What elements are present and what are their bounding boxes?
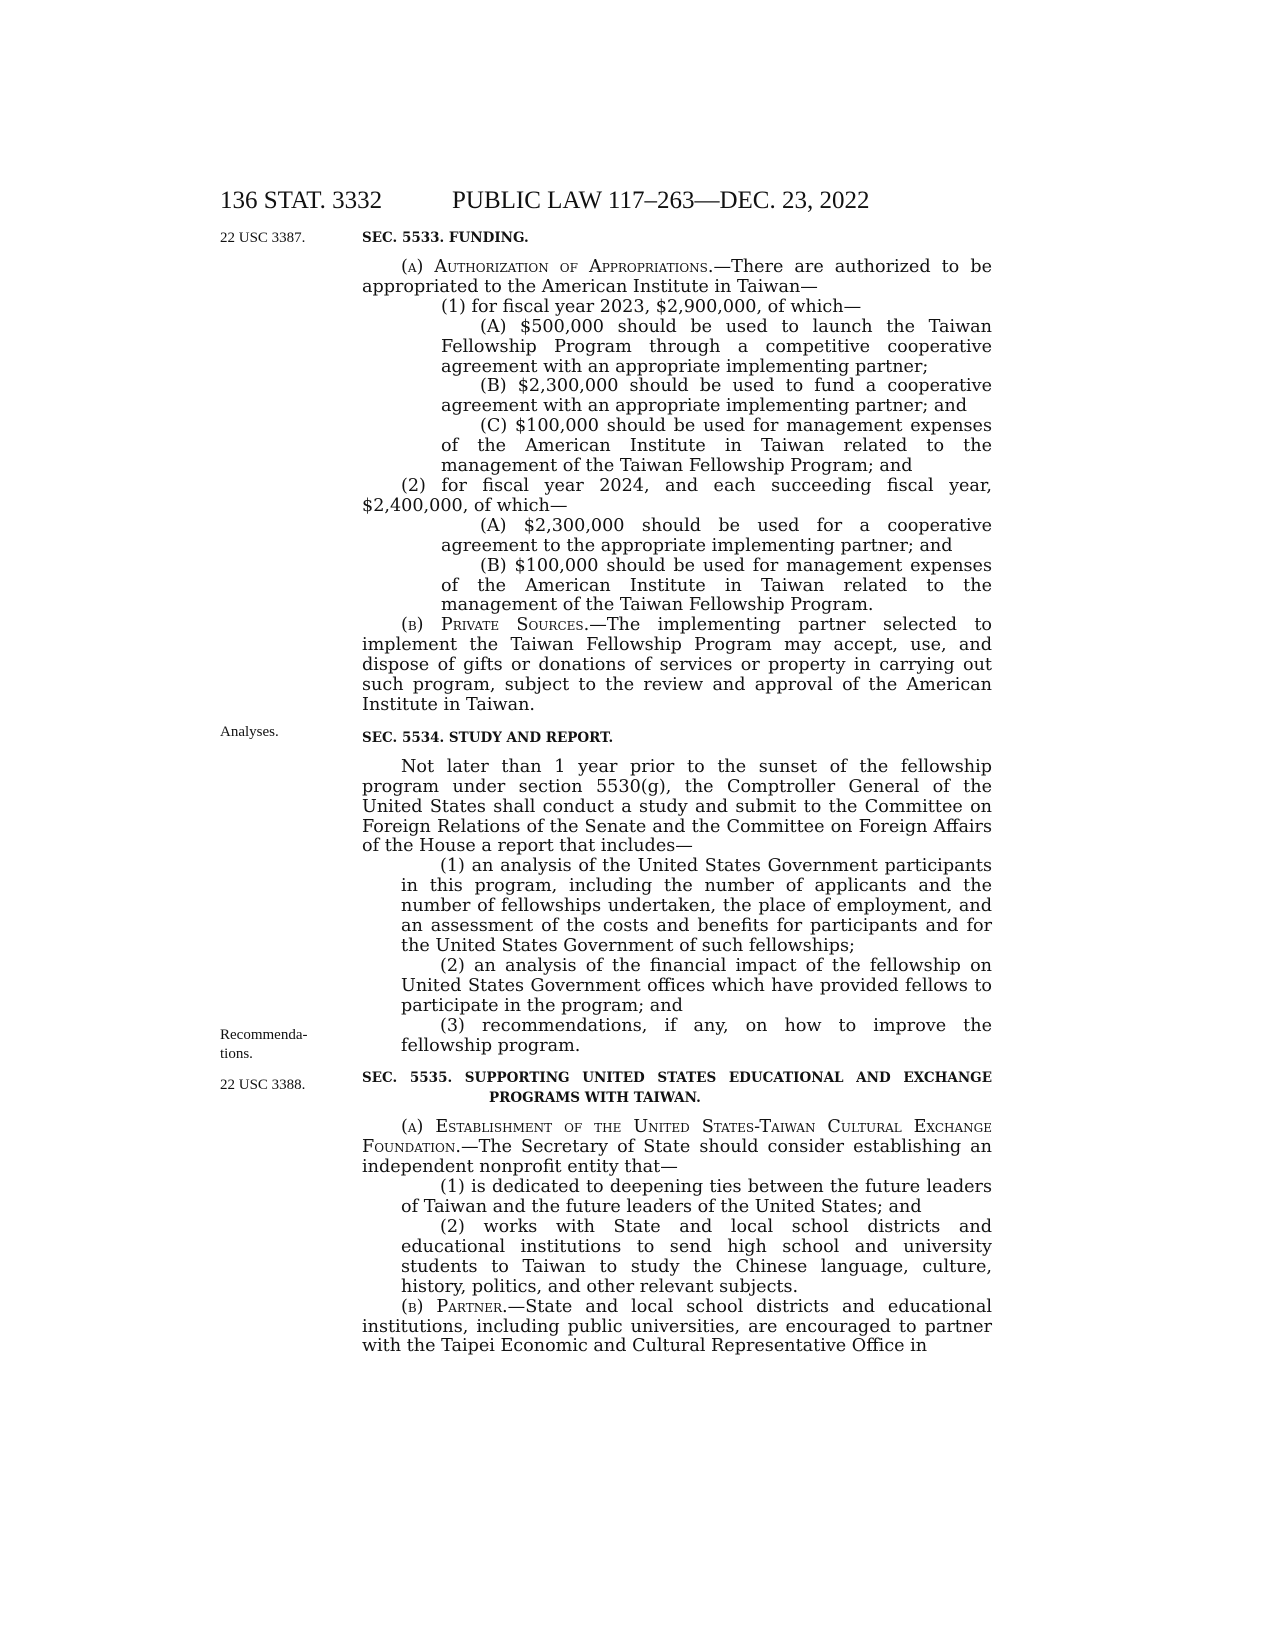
sec-5535-a-text: —The Secretary of State should consider establishing an independent nonprofit entity that— — [362, 1137, 992, 1178]
sec-5533-paragraph-1c: (C) $100,000 should be used for management expenses of the American Institute in Taiwan related to the management of the Taiwan Fellowship Program; and — [441, 416, 992, 477]
sec-5533-heading: SEC. 5533. FUNDING. — [362, 230, 529, 246]
sec-5533-paragraph-1a: (A) $500,000 should be used to launch the Taiwan Fellowship Program through a competitive cooperative agreement with an appropriate implementing partner; — [441, 316, 992, 377]
sec-5534-paragraph-1: (1) an analysis of the United States Government participants in this program, including the number of applicants and the number of fellowships undertaken, the place of employment, and an assessment of the costs and benefits for participants and for the United States Government of such fellowships; — [401, 856, 992, 956]
sec-5535-heading: SEC. 5535. SUPPORTING UNITED STATES EDUCATIONAL AND EXCHANGE PROGRAMS WITH TAIWAN. — [362, 1070, 992, 1107]
margin-note-recommendations — [220, 1026, 307, 1064]
sec-5535-b-text: —State and local school districts and educational institutions, including public universities, are encouraged to partner with the Taipei Economic and Cultural Representative Office in — [362, 1296, 993, 1357]
margin-note-recommendations-line1: Recommenda- — [220, 1027, 308, 1043]
sec-5533-paragraph-1: (1) for fiscal year 2023, $2,900,000, of which— — [441, 296, 862, 317]
sec-5534-paragraph-3: (3) recommendations, if any, on how to improve the fellowship program. — [401, 1015, 992, 1056]
sec-5533-a — [362, 258, 992, 298]
sec-5533-paragraph-2b: (B) $100,000 should be used for management expenses of the American Institute in Taiwan related to the management of the Taiwan Fellowship Program. — [441, 555, 992, 616]
margin-note-usc-3387: 22 USC 3387. — [220, 230, 306, 246]
sec-5535-b — [362, 1298, 992, 1358]
sec-5535-paragraph-1: (1) is dedicated to deepening ties between the future leaders of Taiwan and the future leaders of the United States; and — [401, 1177, 992, 1218]
sec-5533-paragraph-2a: (A) $2,300,000 should be used for a cooperative agreement to the appropriate implementing partner; and — [441, 515, 992, 556]
sec-5533-b-text: —The implementing partner selected to implement the Taiwan Fellowship Program may accept, use, and dispose of gifts or donations of services or property in carrying out such program, subject to the review and approval of the American Institute in Taiwan. — [362, 615, 992, 715]
statute-text — [362, 228, 992, 1357]
sec-5533-paragraph-1b: (B) $2,300,000 should be used to fund a cooperative agreement with an appropriate implementing partner; and — [441, 376, 992, 417]
sec-5535-a — [362, 1118, 992, 1178]
margin-note-analyses: Analyses. — [220, 724, 279, 740]
stat-page-number: 136 STAT. 3332 — [220, 187, 383, 214]
public-law-header: PUBLIC LAW 117–263—DEC. 23, 2022 — [452, 187, 870, 214]
sec-5534-intro: Not later than 1 year prior to the sunset of the fellowship program under section 5530(g), the Comptroller General of the United States shall conduct a study and submit to the Committee on Foreign Relations of the Senate and the Committee on Foreign Affairs of the House a report that includes— — [362, 756, 992, 857]
sec-5534-paragraph-2: (2) an analysis of the financial impact of the fellowship on United States Government offices which have provided fellows to participate in the program; and — [401, 955, 992, 1016]
sec-5534-heading: SEC. 5534. STUDY AND REPORT. — [362, 729, 614, 746]
sec-5535-a-label: (a) Establishment of the United States-Taiwan Cultural Exchange Foundation. — [362, 1117, 992, 1158]
sec-5533-paragraph-2: (2) for fiscal year 2024, and each succeeding fiscal year, $2,400,000, of which— — [362, 475, 992, 516]
sec-5533-b-label: (b) Private Sources. — [401, 615, 590, 636]
sec-5533-a-label: (a) Authorization of Appropriations. — [401, 257, 714, 277]
margin-note-recommendations-line2: tions. — [220, 1046, 253, 1062]
sec-5535-paragraph-2: (2) works with State and local school districts and educational institutions to send high school and university students to Taiwan to study the Chinese language, culture, history, politics, and other relevant subjects. — [401, 1216, 992, 1297]
sec-5535-b-label: (b) Partner. — [401, 1296, 508, 1317]
sec-5533-a-text: —There are authorized to be appropriated to the American Institute in Taiwan— — [362, 257, 992, 297]
sec-5533-b — [362, 616, 992, 716]
margin-note-usc-3388: 22 USC 3388. — [220, 1077, 306, 1093]
